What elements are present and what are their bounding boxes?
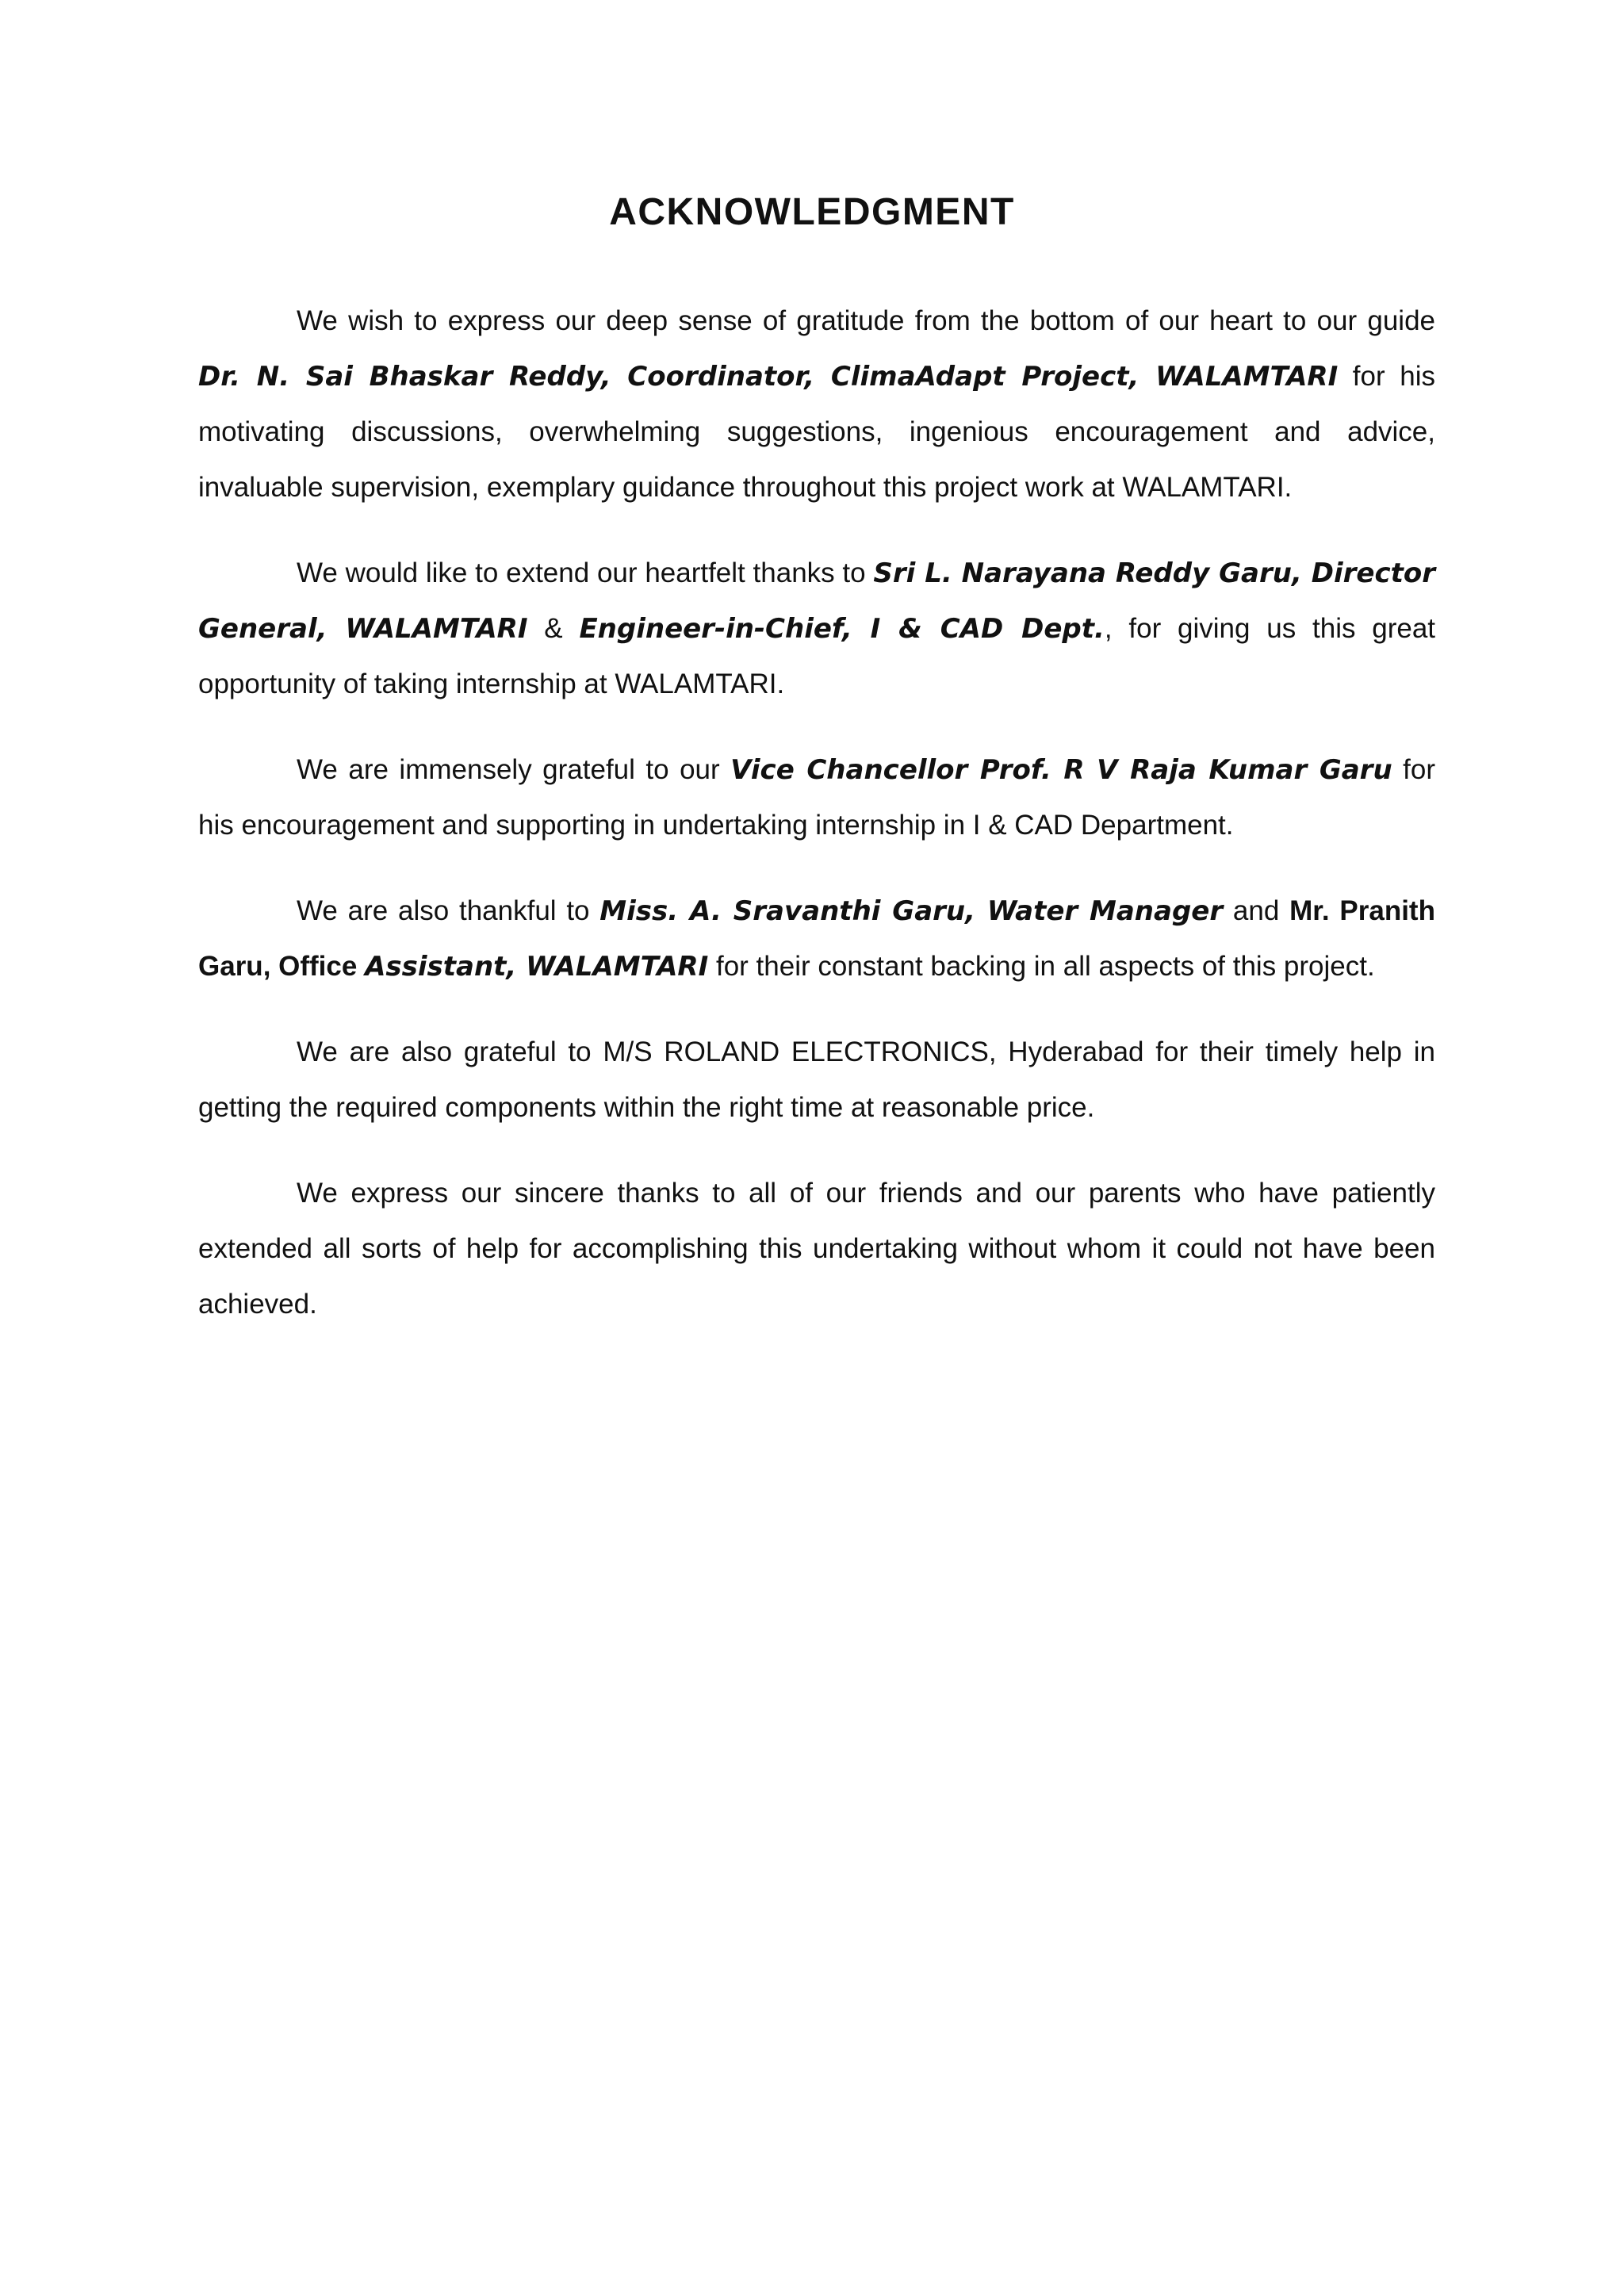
paragraph-text: We wish to express our deep sense of gratitude from the bottom of our heart to our guide xyxy=(297,305,1435,336)
paragraph-text: We would like to extend our heartfelt thanks to xyxy=(297,557,874,588)
guide-name: Dr. N. Sai Bhaskar Reddy, Coordinator, ClimaAdapt Project, WALAMTARI xyxy=(198,361,1339,393)
office-assistant-name: Mr. Pranith Garu, Office xyxy=(198,895,1435,982)
paragraph-friends-parents xyxy=(198,1166,1435,1332)
paragraph-text xyxy=(357,951,365,982)
paragraph-text: , for giving us this great opportunity of taking internship at WALAMTARI. xyxy=(198,613,1436,699)
paragraph-supplier xyxy=(198,1025,1435,1136)
water-manager-name: Miss. A. Sravanthi Garu, Water Manager xyxy=(599,895,1224,927)
paragraph-guide xyxy=(198,293,1435,515)
engineer-title: Engineer-in-Chief, I & CAD Dept. xyxy=(579,613,1105,645)
paragraph-text: We are also grateful to M/S ROLAND ELECTRONICS, Hyderabad for their timely help in getting the required components within the right time at reasonable price. xyxy=(198,1036,1435,1123)
paragraph-text: for his motivating discussions, overwhelming suggestions, ingenious encouragement and advice, invaluable supervision, exemplary guidance throughout this project work at WALAMTARI. xyxy=(198,361,1435,503)
paragraph-staff xyxy=(198,883,1435,994)
paragraph-text: and xyxy=(1223,895,1290,926)
director-name: Sri L. Narayana Reddy Garu, Director General, WALAMTARI xyxy=(198,557,1435,645)
acknowledgment-body xyxy=(198,293,1435,1362)
office-assistant-title: Assistant, WALAMTARI xyxy=(365,951,709,983)
paragraph-text: We express our sincere thanks to all of our friends and our parents who have patiently extended all sorts of help for accomplishing this undertaking without whom it could not have been achieved. xyxy=(198,1178,1435,1320)
paragraph-text: for their constant backing in all aspects of this project. xyxy=(708,951,1375,982)
paragraph-vice-chancellor xyxy=(198,742,1435,853)
paragraph-text: & xyxy=(527,613,580,644)
paragraph-director xyxy=(198,546,1435,712)
paragraph-text: We are immensely grateful to our xyxy=(297,754,731,785)
paragraph-text: We are also thankful to xyxy=(297,895,600,926)
paragraph-text: for his encouragement and supporting in undertaking internship in I & CAD Department. xyxy=(198,754,1435,841)
page-title: ACKNOWLEDGMENT xyxy=(609,191,1015,233)
vice-chancellor-name: Vice Chancellor Prof. R V Raja Kumar Garu xyxy=(730,754,1392,786)
